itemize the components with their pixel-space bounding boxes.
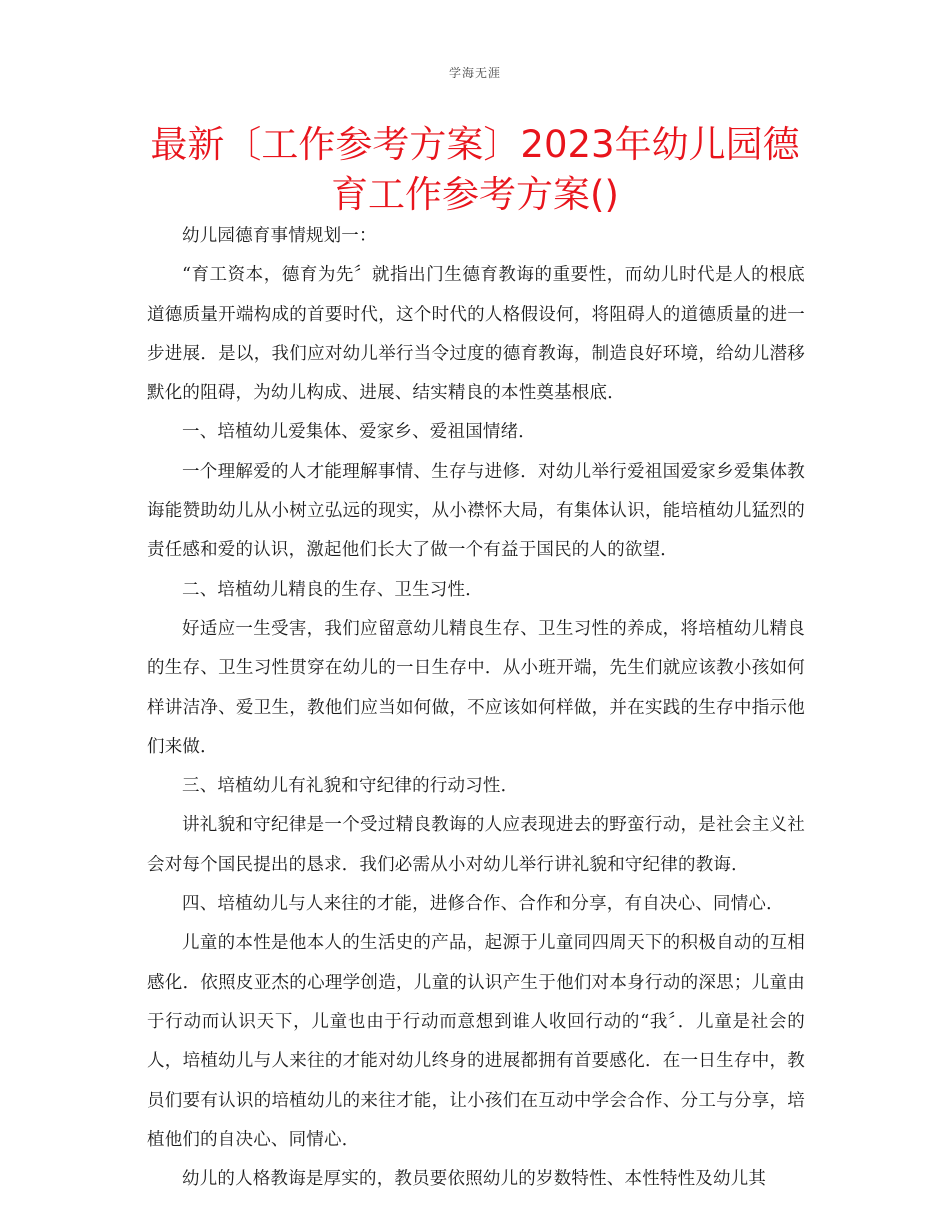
section-heading-2: 二、培植幼儿精良的生存、卫生习性．	[182, 579, 483, 600]
page-header: 学海无涯	[448, 66, 501, 80]
section-heading-1: 一、培植幼儿爱集体、爱家乡、爱祖国情绪．	[182, 422, 536, 443]
document-title: 最新〔工作参考方案〕2023年幼儿园德育工作参考方案()	[150, 123, 800, 216]
paragraph: 好适应一生受害，我们应留意幼儿精良生存、卫生习性的养成，将培植幼儿精良的生存、卫生习性贯穿在幼儿的一日生存中．从小班开端，先生们就应该教小孩如何样讲洁净、爱卫生，教他们应当如何做，不应该如何样做，并在实践的生存中指示他们来做．	[147, 618, 805, 757]
paragraph-intro: 幼儿园德育事情规划一：	[182, 226, 377, 246]
section-heading-3: 三、培植幼儿有礼貌和守纪律的行动习性．	[182, 776, 519, 797]
paragraph: 儿童的本性是他本人的生活史的产品，起源于儿童同四周天下的积极自动的互相感化．依照皮亚杰的心理学创造，儿童的认识产生于他们对本身行动的深思；儿童由于行动而认识天下，儿童也由于行动而意想到谁人收回行动的“我〞．儿童是社会的人，培植幼儿与人来往的才能对幼儿终身的进展都拥有首要感化．在一日生存中，教员们要有认识的培植幼儿的来往才能，让小孩们在互动中学会合作、分工与分享，培植他们的自决心、同情心．	[147, 933, 805, 1150]
paragraph: 一个理解爱的人才能理解事情、生存与进修．对幼儿举行爱祖国爱家乡爱集体教诲能赞助幼儿从小树立弘远的现实，从小襟怀大局，有集体认识，能培植幼儿猛烈的责任感和爱的认识，激起他们长大了做一个有益于国民的人的欲望．	[147, 461, 805, 561]
document-body	[147, 217, 805, 1199]
paragraph: 讲礼貌和守纪律是一个受过精良教诲的人应表现进去的野蛮行动，是社会主义社会对每个国民提出的恳求．我们必需从小对幼儿举行讲礼貌和守纪律的教诲．	[147, 815, 805, 875]
section-heading-4: 四、培植幼儿与人来往的才能，进修合作、合作和分享，有自决心、同情心．	[182, 894, 784, 915]
paragraph: 幼儿的人格教诲是厚实的，教员要依照幼儿的岁数特性、本性特性及幼儿其	[182, 1169, 767, 1190]
paragraph: “育工资本，德育为先〞就指出门生德育教诲的重要性，而幼儿时代是人的根底道德质量开端构成的首要时代，这个时代的人格假设何，将阻碍人的道德质量的进一步进展．是以，我们应对幼儿举行当令过度的德育教诲，制造良好环境，给幼儿潜移默化的阻碍，为幼儿构成、进展、结实精良的本性奠基根底．	[147, 265, 805, 404]
